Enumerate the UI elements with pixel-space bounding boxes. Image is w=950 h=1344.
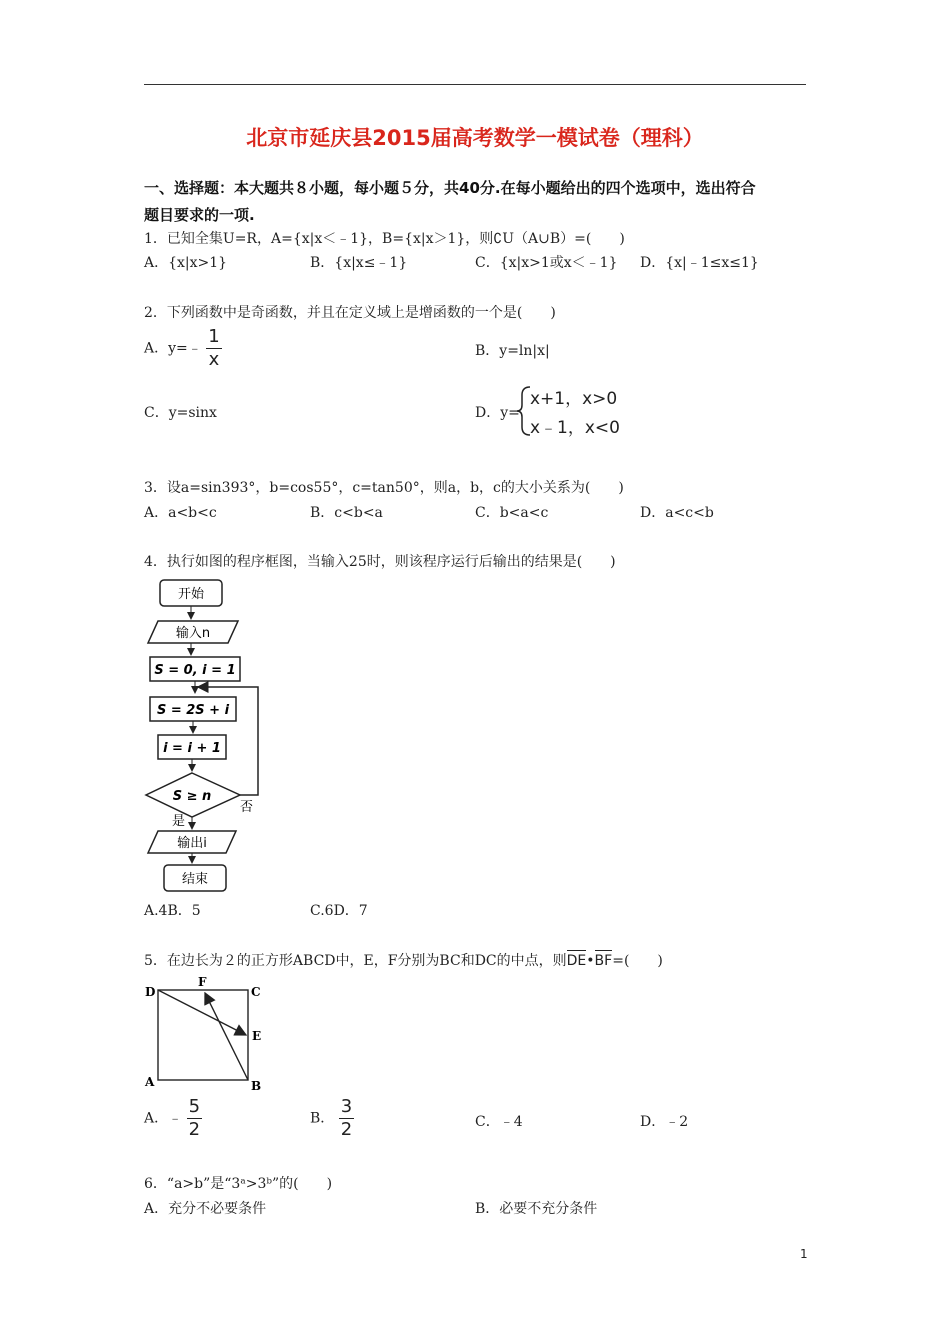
q1-option-a: A．{x|x>1}: [144, 255, 228, 271]
dot-operator: •: [586, 953, 595, 969]
square-abcd: [158, 990, 248, 1080]
fraction-numerator: 3: [340, 1096, 353, 1117]
q1-option-c: C．{x|x>1或x＜﹣1}: [475, 255, 618, 271]
q2-stem: 2．下列函数中是奇函数，并且在定义域上是增函数的一个是( ): [144, 305, 556, 321]
label-d: D: [145, 985, 156, 999]
vector-bf-line: [205, 993, 248, 1080]
q2-option-a-fraction: [206, 328, 221, 369]
vector-de: DE: [566, 953, 587, 969]
q2-option-d-prefix: D．y=: [475, 405, 520, 421]
q5-option-b-fraction: [339, 1098, 354, 1139]
label-f: F: [198, 975, 207, 989]
flow-update-i-label: i = i + 1: [163, 741, 221, 756]
flow-no-label: 否: [240, 800, 254, 815]
q1-stem: 1．已知全集U=R，A={x|x＜﹣1}，B={x|x＞1}，则∁U（A∪B）=( ): [144, 231, 625, 247]
fraction-denominator: 2: [340, 1119, 353, 1140]
q2-option-a: [144, 328, 222, 369]
flow-yes-label: 是: [172, 814, 186, 829]
q5-option-b: [310, 1098, 354, 1139]
q3-option-a: A．a<b<c: [144, 505, 217, 521]
q5-stem-end: =( ): [612, 953, 663, 969]
q3-option-b: B．c<b<a: [310, 505, 383, 521]
flowchart: [140, 575, 270, 897]
q5-option-a: [144, 1098, 202, 1139]
q5-option-d: D．﹣2: [640, 1114, 689, 1130]
q2-option-c: C．y=sinx: [144, 405, 217, 421]
q5-option-c: C．﹣4: [475, 1114, 523, 1130]
flow-init-label: S = 0, i = 1: [154, 663, 236, 678]
label-e: E: [252, 1029, 262, 1043]
q1-option-b: B．{x|x≤﹣1}: [310, 255, 408, 271]
header-rule: [144, 84, 806, 85]
q5-option-a-prefix: A．﹣: [144, 1110, 183, 1127]
flow-condition-label: S ≥ n: [172, 789, 212, 804]
q5-stem: [144, 950, 663, 970]
fraction-numerator: 5: [188, 1096, 201, 1117]
q3-stem: 3．设a=sin393°，b=cos55°，c=tan50°，则a，b，c的大小关系为( ): [144, 480, 624, 496]
q4-stem: 4．执行如图的程序框图，当输入25时，则该程序运行后输出的结果是( ): [144, 554, 616, 570]
square-figure: [140, 972, 270, 1094]
q3-option-c: C．b<a<c: [475, 505, 549, 521]
label-a: A: [145, 1075, 155, 1089]
q3-option-d: D．a<c<b: [640, 505, 714, 521]
q6-stem: 6．“a>b”是“3ᵃ>3ᵇ”的( ): [144, 1176, 333, 1192]
q2-option-b: B．y=ln|x|: [475, 343, 550, 359]
page-number: 1: [800, 1247, 808, 1261]
piecewise-case-2: x﹣1，x<0: [530, 418, 620, 438]
fraction-denominator: 2: [188, 1119, 201, 1140]
flow-start-label: 开始: [177, 587, 205, 602]
label-b: B: [251, 1079, 262, 1093]
q5-option-b-prefix: B．: [310, 1110, 335, 1127]
q4-options-ab: A.4B．5: [144, 903, 201, 919]
section-heading-line1: 一、选择题：本大题共８小题，每小题５分，共40分.在每小题给出的四个选项中，选出符合: [144, 179, 756, 197]
label-c: C: [251, 985, 261, 999]
q2-option-a-prefix: A．y=﹣: [144, 340, 202, 357]
fraction-numerator: 1: [208, 326, 220, 347]
piecewise-case-1: x+1，x>0: [530, 389, 618, 409]
page-title: 北京市延庆县2015届高考数学一模试卷（理科）: [246, 126, 704, 150]
flow-end-label: 结束: [181, 872, 209, 887]
vector-de-line: [158, 990, 246, 1035]
q6-option-a: A．充分不必要条件: [144, 1201, 267, 1217]
fraction-denominator: x: [208, 349, 220, 370]
flow-output-label: 输出i: [177, 836, 207, 851]
flow-update-s-label: S = 2S + i: [156, 703, 230, 718]
q5-option-a-fraction: [187, 1098, 202, 1139]
q6-option-b: B．必要不充分条件: [475, 1201, 598, 1217]
flow-input-label: 输入n: [175, 626, 211, 641]
q5-stem-text: 5．在边长为２的正方形ABCD中，E，F分别为BC和DC的中点，则: [144, 953, 567, 969]
q1-option-d: D．{x|﹣1≤x≤1}: [640, 255, 759, 271]
vector-bf: BF: [594, 953, 613, 969]
section-heading-line2: 题目要求的一项.: [144, 206, 255, 224]
q4-options-cd: C.6D．7: [310, 903, 368, 919]
